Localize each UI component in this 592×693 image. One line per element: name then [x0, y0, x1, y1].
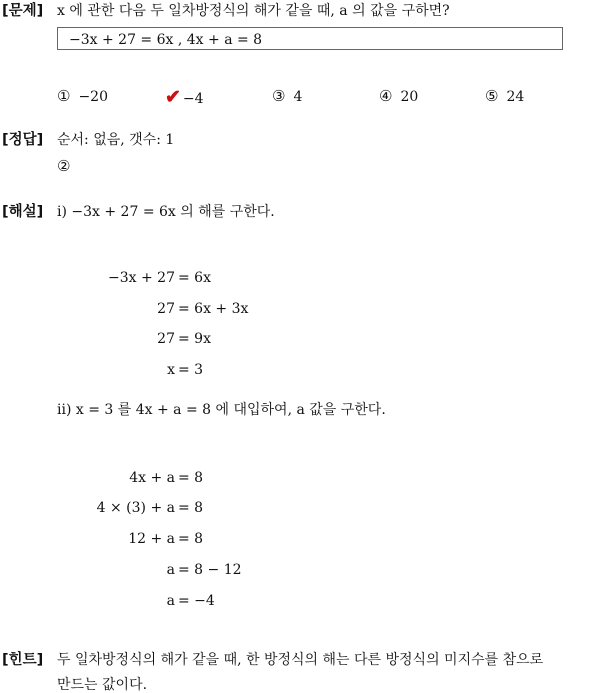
eq1-lhs-0: −3x + 27 — [108, 270, 175, 286]
eq2-rhs-0: = 8 — [178, 470, 204, 486]
eq2-lhs-0: 4x + a — [129, 470, 175, 486]
eq2-rhs-1: = 8 — [178, 500, 204, 516]
option-1[interactable] — [57, 89, 108, 104]
eq2-lhs-1: 4 × (3) + a — [96, 500, 175, 516]
answer-tag: [정답] — [2, 132, 44, 148]
eq1-lhs-1: 27 — [157, 301, 175, 317]
option-5-number: ⑤ — [485, 87, 499, 105]
eq2-lhs-3: a — [166, 562, 175, 578]
option-3-value: 4 — [293, 88, 303, 105]
option-4[interactable] — [379, 89, 418, 104]
hint-line-2: 만드는 값이다. — [57, 677, 148, 693]
problem-tag: [문제] — [2, 3, 44, 19]
question-text: x 에 관한 다음 두 일차방정식의 해가 같을 때, a 의 값을 구하면? — [57, 3, 450, 19]
eq1-rhs-2: = 9x — [178, 331, 211, 347]
eq2-lhs-4: a — [166, 593, 175, 609]
option-2-value: −4 — [182, 90, 204, 107]
eq1-rhs-0: = 6x — [178, 270, 211, 286]
option-3[interactable] — [272, 89, 302, 104]
eq1-rhs-1: = 6x + 3x — [178, 301, 249, 317]
equation-text: −3x + 27 = 6x , 4x + a = 8 — [69, 32, 263, 48]
eq1-lhs-3: x — [167, 362, 175, 378]
option-1-value: −20 — [78, 88, 108, 105]
answer-value: ② — [57, 157, 71, 175]
hint-tag: [힌트] — [2, 652, 44, 668]
eq1-lhs-2: 27 — [157, 331, 175, 347]
solution-step-2: ii) x = 3 를 4x + a = 8 에 대입하여, a 값을 구한다. — [57, 402, 386, 418]
eq1-rhs-3: = 3 — [178, 362, 204, 378]
hint-line-1: 두 일차방정식의 해가 같을 때, 한 방정식의 해는 다른 방정식의 미지수를 참으로 — [57, 652, 544, 668]
option-5-value: 24 — [506, 88, 525, 105]
option-4-value: 20 — [400, 88, 419, 105]
solution-tag: [해설] — [2, 204, 44, 220]
option-3-number: ③ — [272, 87, 286, 105]
solution-step-1: i) −3x + 27 = 6x 의 해를 구한다. — [57, 204, 275, 220]
option-2[interactable] — [165, 86, 204, 108]
eq2-rhs-4: = −4 — [178, 593, 215, 609]
answer-meta: 순서: 없음, 갯수: 1 — [57, 132, 175, 148]
option-1-number: ① — [57, 87, 71, 105]
option-4-number: ④ — [379, 87, 393, 105]
eq2-lhs-2: 12 + a — [128, 531, 175, 547]
eq2-rhs-3: = 8 − 12 — [178, 562, 242, 578]
eq2-rhs-2: = 8 — [178, 531, 204, 547]
option-5[interactable] — [485, 89, 524, 104]
equation-box — [57, 27, 563, 50]
checkmark-icon: ✔ — [165, 86, 181, 108]
